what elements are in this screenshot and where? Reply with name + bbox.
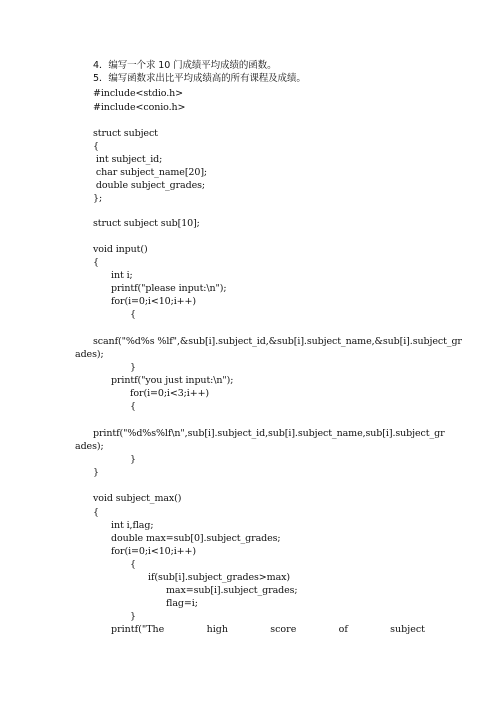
word-printf-the: printf("The [111,624,165,635]
code-line-for-10: for(i=0;i<10;i++) [111,296,196,307]
word-score: score [270,624,297,635]
code-line-close-struct: }; [93,193,103,204]
code-line-printf-high-score [111,624,425,636]
code-line-include-conio: #include<conio.h> [93,102,186,113]
code-line-printf-please: printf("please input:\n"); [111,283,227,294]
code-line-int-flag: int i,flag; [111,520,154,531]
code-line-printf-output: printf("%d%s%lf\n",sub[i].subject_id,sub[i].subject_name,sub[i].subject_gr [93,428,445,439]
code-line-void-input: void input() [93,244,148,255]
code-line-for-open: { [130,309,136,320]
code-line-include-stdio: #include<stdio.h> [93,88,184,99]
code-line-scanf: scanf("%d%s %lf",&sub[i].subject_id,&sub[i].subject_name,&sub[i].subject_gr [93,336,462,347]
code-line-struct-subject: struct subject [93,128,158,139]
word-subject: subject [390,624,425,635]
code-line-scanf-wrap: ades); [75,349,104,360]
code-line-flag-assign: flag=i; [166,598,198,609]
task-5-heading: 5．编写函数求出比平均成绩高的所有课程及成绩。 [93,73,306,84]
code-line-double-max: double max=sub[0].subject_grades; [111,533,281,544]
code-line-for-max: for(i=0;i<10;i++) [111,546,196,557]
code-line-input-open: { [93,257,99,268]
code-line-void-subject-max: void subject_max() [93,493,182,504]
task-4-heading: 4．编写一个求 10 门成绩平均成绩的函数。 [93,60,277,71]
word-high: high [206,624,228,635]
code-line-if-grades: if(sub[i].subject_grades>max) [148,572,290,583]
code-line-subject-grades: double subject_grades; [93,180,205,191]
code-line-for-3: for(i=0;i<3;i++) [130,388,210,399]
code-line-max-assign: max=sub[i].subject_grades; [166,585,298,596]
code-line-input-close: } [93,467,99,478]
code-line-for-max-open: { [130,559,136,570]
code-line-struct-array: struct subject sub[10]; [93,218,200,229]
code-line-for-max-close: } [130,611,136,622]
code-line-for3-close: } [130,454,136,465]
code-line-open-brace: { [93,141,99,152]
code-line-subject-name: char subject_name[20]; [93,167,208,178]
code-line-subject-id: int subject_id; [93,154,163,165]
code-line-printf-you: printf("you just input:\n"); [111,375,234,386]
code-line-printf-wrap: ades); [75,441,104,452]
code-line-for-close: } [130,362,136,373]
word-of: of [338,624,348,635]
code-line-max-open: { [93,507,99,518]
code-line-for3-open: { [130,401,136,412]
code-line-int-i: int i; [111,270,133,281]
